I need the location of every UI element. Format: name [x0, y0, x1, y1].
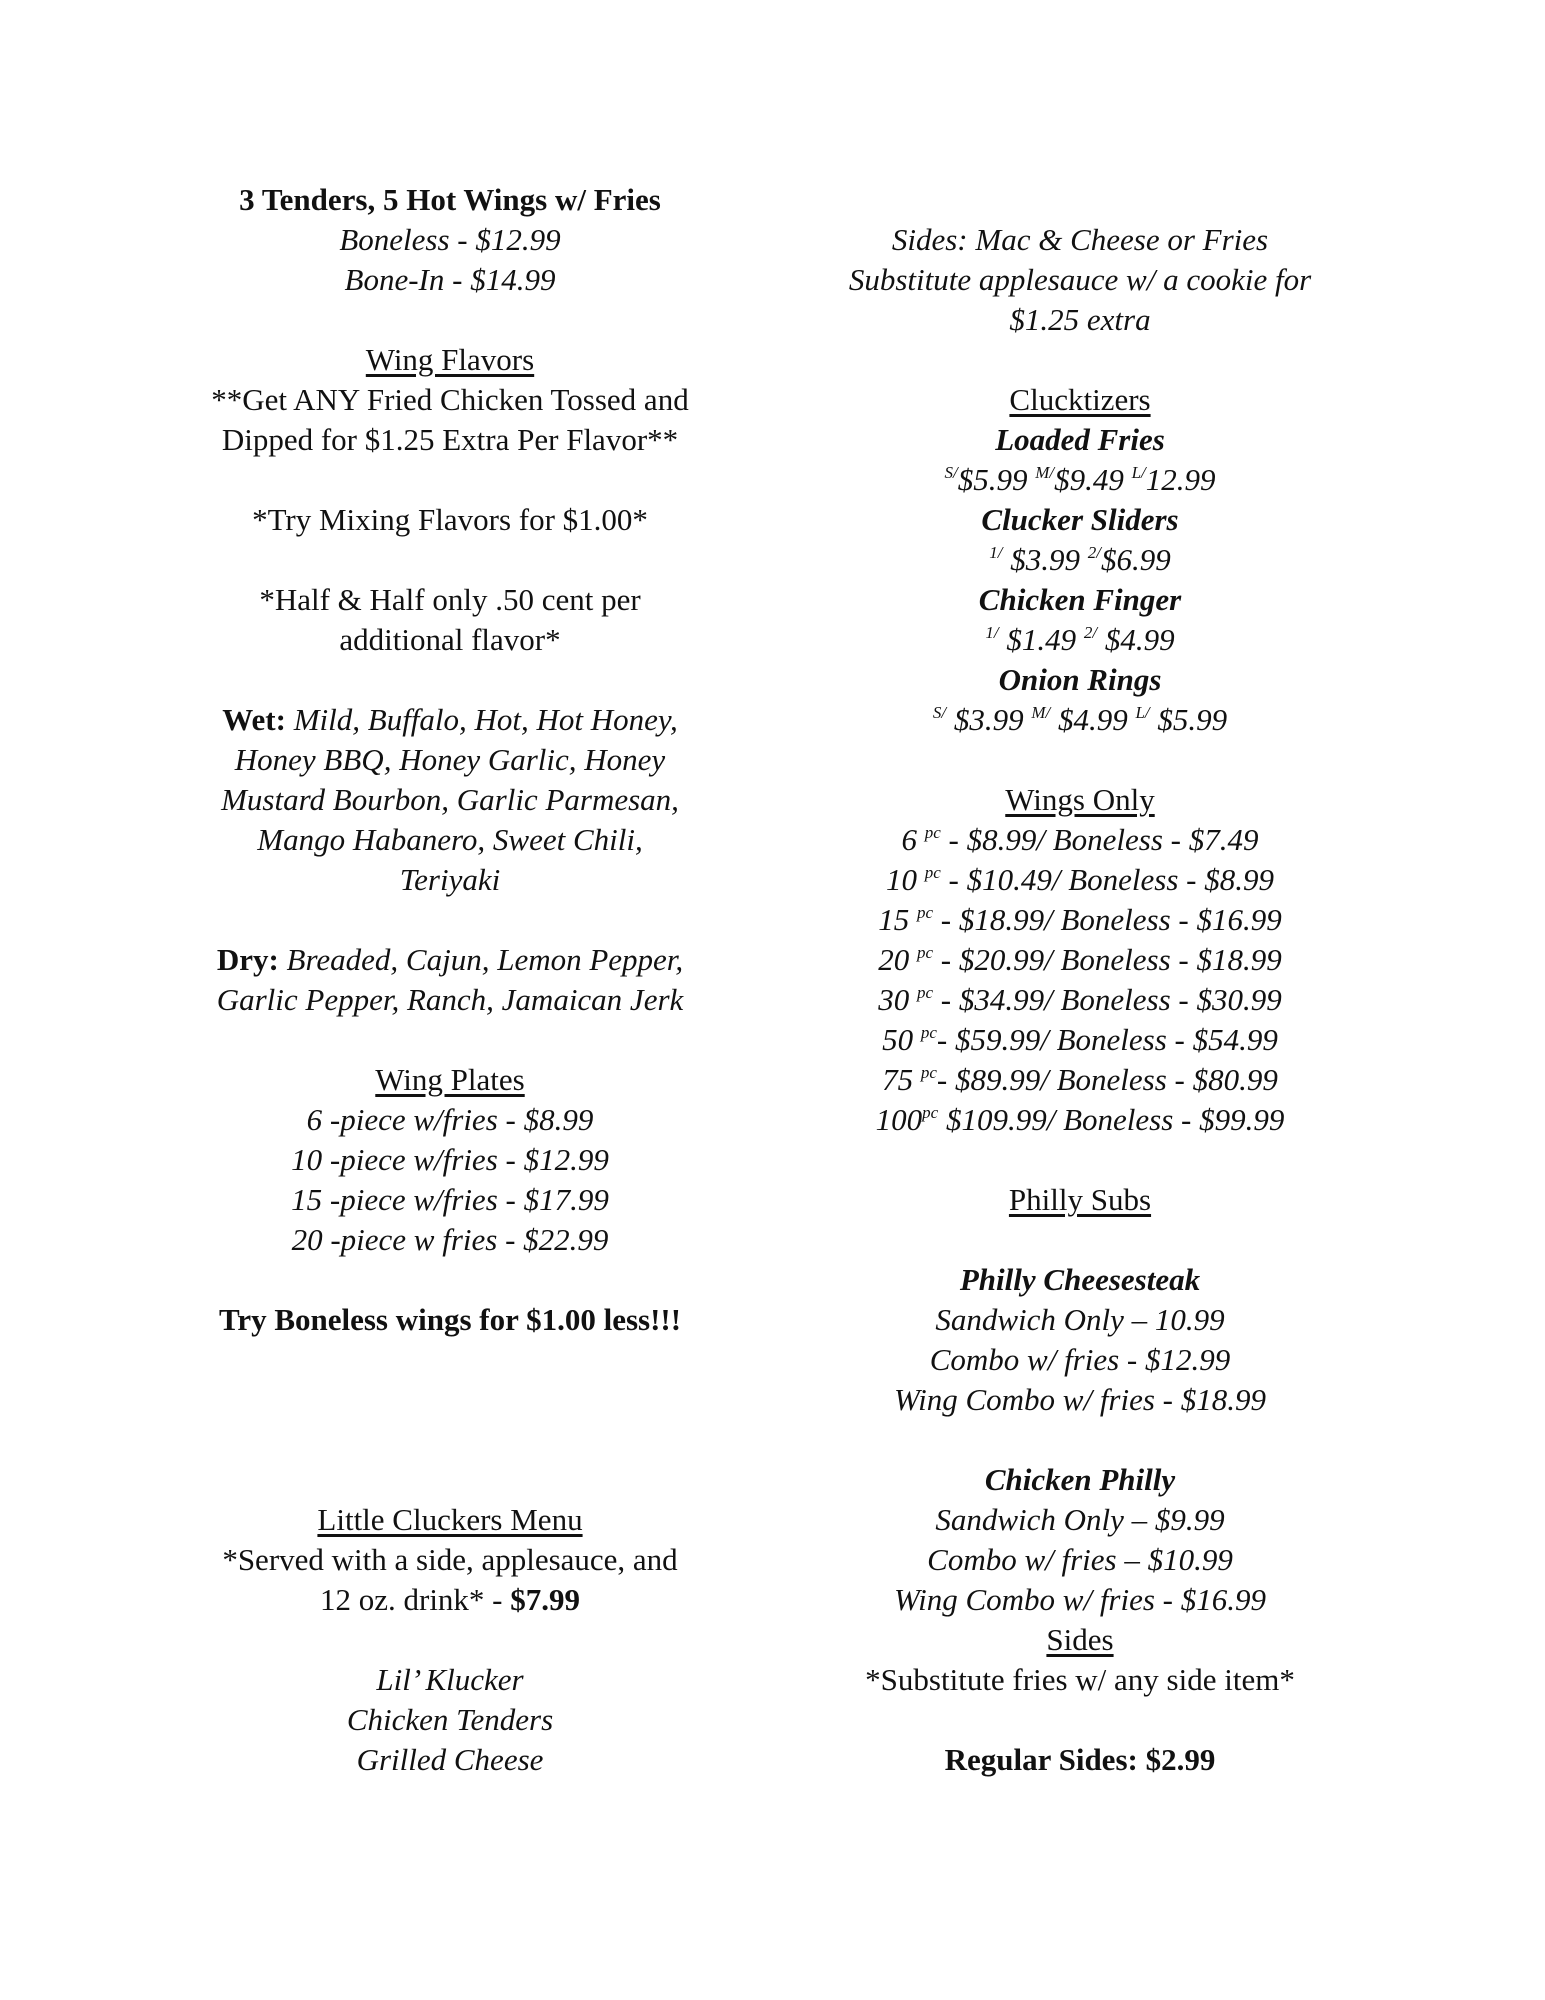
wing-plate-item: 10 -piece w/fries - $12.99 — [291, 1142, 609, 1177]
little-cluckers-drink-text: 12 oz. drink* - — [319, 1582, 511, 1617]
wing-price: - $34.99/ Boneless - $30.99 — [933, 982, 1282, 1017]
regular-sides-price: Regular Sides: $2.99 — [944, 1742, 1216, 1777]
wing-count: 15 — [878, 902, 917, 937]
price: $9.49 — [1054, 462, 1132, 497]
size-label: L/ — [1135, 703, 1150, 722]
pc-label: pc — [922, 1103, 939, 1122]
wings-only-item — [780, 1100, 1380, 1140]
wing-plate-item: 6 -piece w/fries - $8.99 — [306, 1102, 594, 1137]
little-cluckers-note-line-2 — [170, 1580, 730, 1620]
kids-sides-line-3: $1.25 extra — [1009, 302, 1151, 337]
size-label: 2/ — [1083, 623, 1098, 642]
loaded-fries-name: Loaded Fries — [995, 422, 1165, 457]
little-cluckers-note-line-1: *Served with a side, applesauce, and — [222, 1542, 678, 1577]
combo-title: 3 Tenders, 5 Hot Wings w/ Fries — [239, 182, 661, 217]
chicken-philly-option: Sandwich Only – $9.99 — [935, 1502, 1225, 1537]
wing-price: - $89.99/ Boneless - $80.99 — [936, 1062, 1278, 1097]
right-column — [780, 220, 1380, 1780]
price: $5.99 — [1149, 702, 1228, 737]
wing-count: 100 — [875, 1102, 923, 1137]
price: $4.99 — [1097, 622, 1175, 657]
size-label: L/ — [1131, 463, 1146, 482]
wet-flavors-text: Mild, Buffalo, Hot, Hot Honey, — [285, 702, 678, 737]
pc-label: pc — [916, 903, 934, 922]
size-label: S/ — [932, 703, 947, 722]
wing-price: $109.99/ Boneless - $99.99 — [938, 1102, 1285, 1137]
wings-only-item — [780, 820, 1380, 860]
wing-flavors-heading: Wing Flavors — [365, 342, 535, 377]
wet-label: Wet: — [222, 702, 286, 737]
clucker-sliders-prices — [780, 540, 1380, 580]
size-label: M/ — [1035, 463, 1055, 482]
price: $3.99 — [946, 702, 1032, 737]
wings-only-heading: Wings Only — [1005, 782, 1155, 817]
wing-count: 75 — [882, 1062, 921, 1097]
wings-only-item — [780, 860, 1380, 900]
dry-flavors-text: Breaded, Cajun, Lemon Pepper, — [278, 942, 684, 977]
little-cluckers-heading: Little Cluckers Menu — [317, 1502, 583, 1537]
philly-cheesesteak-option: Wing Combo w/ fries - $18.99 — [893, 1382, 1266, 1417]
chicken-finger-name: Chicken Finger — [978, 582, 1182, 617]
price: $6.99 — [1100, 542, 1171, 577]
price: 12.99 — [1145, 462, 1216, 497]
dry-flavors-line-1 — [170, 940, 730, 980]
wing-price: - $8.99/ Boneless - $7.49 — [940, 822, 1259, 857]
wings-only-item — [780, 940, 1380, 980]
size-label: 1/ — [989, 543, 1003, 562]
dry-flavors-line-2: Garlic Pepper, Ranch, Jamaican Jerk — [216, 982, 684, 1017]
wet-flavors-line-5: Teriyaki — [399, 862, 501, 897]
boneless-wings-note: Try Boneless wings for $1.00 less!!! — [218, 1302, 682, 1337]
wing-plates-heading: Wing Plates — [375, 1062, 525, 1097]
wing-plate-item: 20 -piece w fries - $22.99 — [291, 1222, 609, 1257]
sides-substitute-note: *Substitute fries w/ any side item* — [865, 1662, 1295, 1697]
philly-cheesesteak-name: Philly Cheesesteak — [959, 1262, 1201, 1297]
kids-item: Grilled Cheese — [356, 1742, 544, 1777]
kids-item: Chicken Tenders — [346, 1702, 554, 1737]
wing-price: - $59.99/ Boneless - $54.99 — [936, 1022, 1278, 1057]
left-column — [170, 180, 730, 1780]
pc-label: pc — [920, 1063, 937, 1082]
combo-boneless-price: Boneless - $12.99 — [339, 222, 561, 257]
pc-label: pc — [924, 823, 941, 842]
wing-price: - $10.49/ Boneless - $8.99 — [940, 862, 1274, 897]
pc-label: pc — [916, 983, 934, 1002]
combo-bone-in-price: Bone-In - $14.99 — [344, 262, 556, 297]
chicken-philly-name: Chicken Philly — [984, 1462, 1176, 1497]
clucker-sliders-name: Clucker Sliders — [981, 502, 1179, 537]
wing-plate-item: 15 -piece w/fries - $17.99 — [291, 1182, 609, 1217]
philly-cheesesteak-option: Sandwich Only – 10.99 — [935, 1302, 1225, 1337]
chicken-philly-option: Wing Combo w/ fries - $16.99 — [893, 1582, 1266, 1617]
onion-rings-name: Onion Rings — [998, 662, 1162, 697]
kids-item: Lil’ Klucker — [376, 1662, 524, 1697]
loaded-fries-prices — [780, 460, 1380, 500]
onion-rings-prices — [780, 700, 1380, 740]
wing-count: 20 — [878, 942, 917, 977]
wing-price: - $20.99/ Boneless - $18.99 — [933, 942, 1282, 977]
size-label: S/ — [944, 463, 958, 482]
wings-only-item — [780, 1060, 1380, 1100]
sides-heading: Sides — [1046, 1622, 1114, 1657]
toss-note-line-2: Dipped for $1.25 Extra Per Flavor** — [221, 422, 679, 457]
kids-sides-line-2: Substitute applesauce w/ a cookie for — [848, 262, 1312, 297]
wet-flavors-line-3: Mustard Bourbon, Garlic Parmesan, — [221, 782, 679, 817]
price: $4.99 — [1050, 702, 1136, 737]
wing-price: - $18.99/ Boneless - $16.99 — [933, 902, 1282, 937]
wing-count: 50 — [882, 1022, 921, 1057]
wet-flavors-line-4: Mango Habanero, Sweet Chili, — [257, 822, 643, 857]
pc-label: pc — [920, 1023, 937, 1042]
mix-flavors-note: *Try Mixing Flavors for $1.00* — [252, 502, 648, 537]
chicken-philly-option: Combo w/ fries – $10.99 — [927, 1542, 1233, 1577]
wing-count: 6 — [901, 822, 925, 857]
kids-sides-line-1: Sides: Mac & Cheese or Fries — [891, 222, 1269, 257]
size-label: 1/ — [985, 623, 999, 642]
wet-flavors-line-1 — [170, 700, 730, 740]
philly-subs-heading: Philly Subs — [1008, 1182, 1152, 1217]
wing-count: 10 — [885, 862, 925, 897]
wings-only-item — [780, 900, 1380, 940]
size-label: 2/ — [1087, 543, 1101, 562]
little-cluckers-price: $7.99 — [510, 1582, 581, 1617]
half-half-note-line-1: *Half & Half only .50 cent per — [259, 582, 641, 617]
price: $1.49 — [998, 622, 1084, 657]
size-label: M/ — [1031, 703, 1051, 722]
clucktizers-heading: Clucktizers — [1009, 382, 1151, 417]
price: $3.99 — [1002, 542, 1088, 577]
price: $5.99 — [957, 462, 1036, 497]
dry-label: Dry: — [216, 942, 279, 977]
philly-cheesesteak-option: Combo w/ fries - $12.99 — [929, 1342, 1231, 1377]
pc-label: pc — [924, 863, 941, 882]
chicken-finger-prices — [780, 620, 1380, 660]
toss-note-line-1: **Get ANY Fried Chicken Tossed and — [211, 382, 689, 417]
wing-count: 30 — [878, 982, 917, 1017]
half-half-note-line-2: additional flavor* — [339, 622, 561, 657]
pc-label: pc — [916, 943, 934, 962]
wet-flavors-line-2: Honey BBQ, Honey Garlic, Honey — [234, 742, 666, 777]
wings-only-item — [780, 980, 1380, 1020]
wings-only-item — [780, 1020, 1380, 1060]
